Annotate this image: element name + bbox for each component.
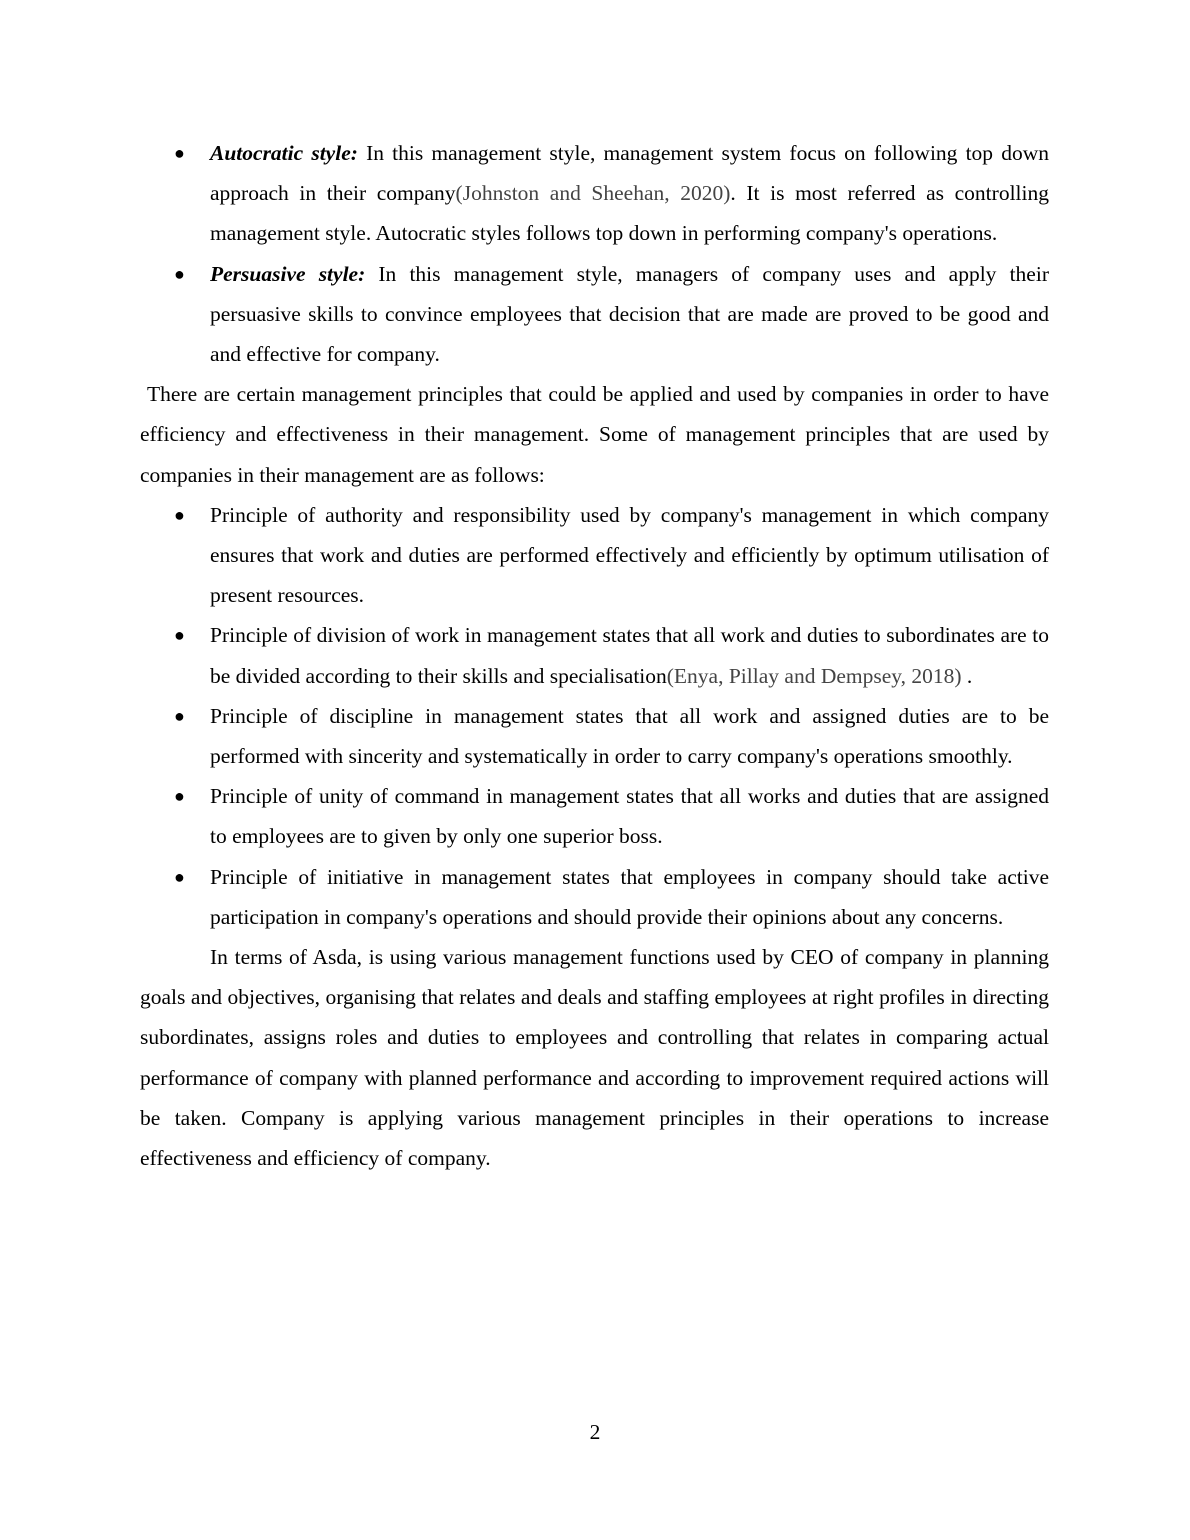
- list-item-persuasive-style: [140, 254, 1049, 375]
- principles-list: [140, 495, 1049, 937]
- list-item-principle-authority: [140, 495, 1049, 616]
- bullet-icon: ●: [174, 786, 185, 807]
- closing-paragraph: In terms of Asda, is using various management functions used by CEO of company in planning goals and objectives, organising that relates and deals and staffing employees at right profiles in directing subordinates, assigns roles and duties to employees and controlling that relates in comparing actual performance of company with planned performance and according to improvement required actions will be taken. Company is applying various management principles in their operations to increase effectiveness and efficiency of company.: [140, 945, 1049, 1171]
- principle-text-end: .: [961, 663, 973, 688]
- style-description: In this management style, management system focus on following top down approach in their company: [210, 141, 1049, 206]
- bullet-icon: ●: [174, 263, 185, 284]
- style-term: Autocratic style:: [210, 141, 358, 165]
- bullet-icon: ●: [174, 866, 185, 887]
- list-item-principle-unity-of-command: [140, 776, 1049, 856]
- bullet-icon: ●: [174, 143, 185, 163]
- principle-text: Principle of division of work in management states that all work and duties to subordinates are to be divided according to their skills and specialisation: [210, 623, 1049, 688]
- list-item-principle-initiative: [140, 857, 1049, 937]
- intro-paragraph: There are certain management principles that could be applied and used by companies in order to have efficiency and effectiveness in their management. Some of management principles that are used by companies in their management are as follows:: [140, 382, 1049, 487]
- bullet-icon: ●: [174, 705, 185, 726]
- bullet-icon: ●: [174, 625, 185, 646]
- bullet-icon: ●: [174, 504, 185, 525]
- citation: (Enya, Pillay and Dempsey, 2018): [666, 663, 962, 688]
- principle-text: Principle of unity of command in management states that all works and duties that are assigned to employees are to given by only one superior boss.: [210, 784, 1049, 849]
- principle-text: Principle of discipline in management states that all work and assigned duties are to be performed with sincerity and systematically in order to carry company's operations smoothly.: [210, 703, 1049, 769]
- style-term: Persuasive style:: [210, 261, 366, 286]
- document-body: [140, 133, 1049, 1178]
- page-number: 2: [589, 1420, 601, 1444]
- principle-text: Principle of initiative in management states that employees in company should take active participation in company's operations and should provide their opinions about any concerns.: [210, 864, 1049, 929]
- list-item-principle-division-of-work: [140, 615, 1049, 695]
- management-styles-list: [140, 133, 1049, 374]
- principle-text: Principle of authority and responsibility used by company's management in which company ensures that work and duties are performed effectively and efficiently by optimum utilisation of present resources.: [210, 502, 1049, 608]
- list-item-autocratic-style: [140, 133, 1049, 254]
- list-item-principle-discipline: [140, 696, 1049, 776]
- citation: (Johnston and Sheehan, 2020): [455, 181, 731, 206]
- style-description: In this management style, managers of company uses and apply their persuasive skills to convince employees that decision that are made are proved to be good and and effective for company.: [210, 261, 1049, 367]
- style-description-continued: . It is most referred as controlling management style. Autocratic styles follows top down in performing company's operations.: [210, 181, 1049, 246]
